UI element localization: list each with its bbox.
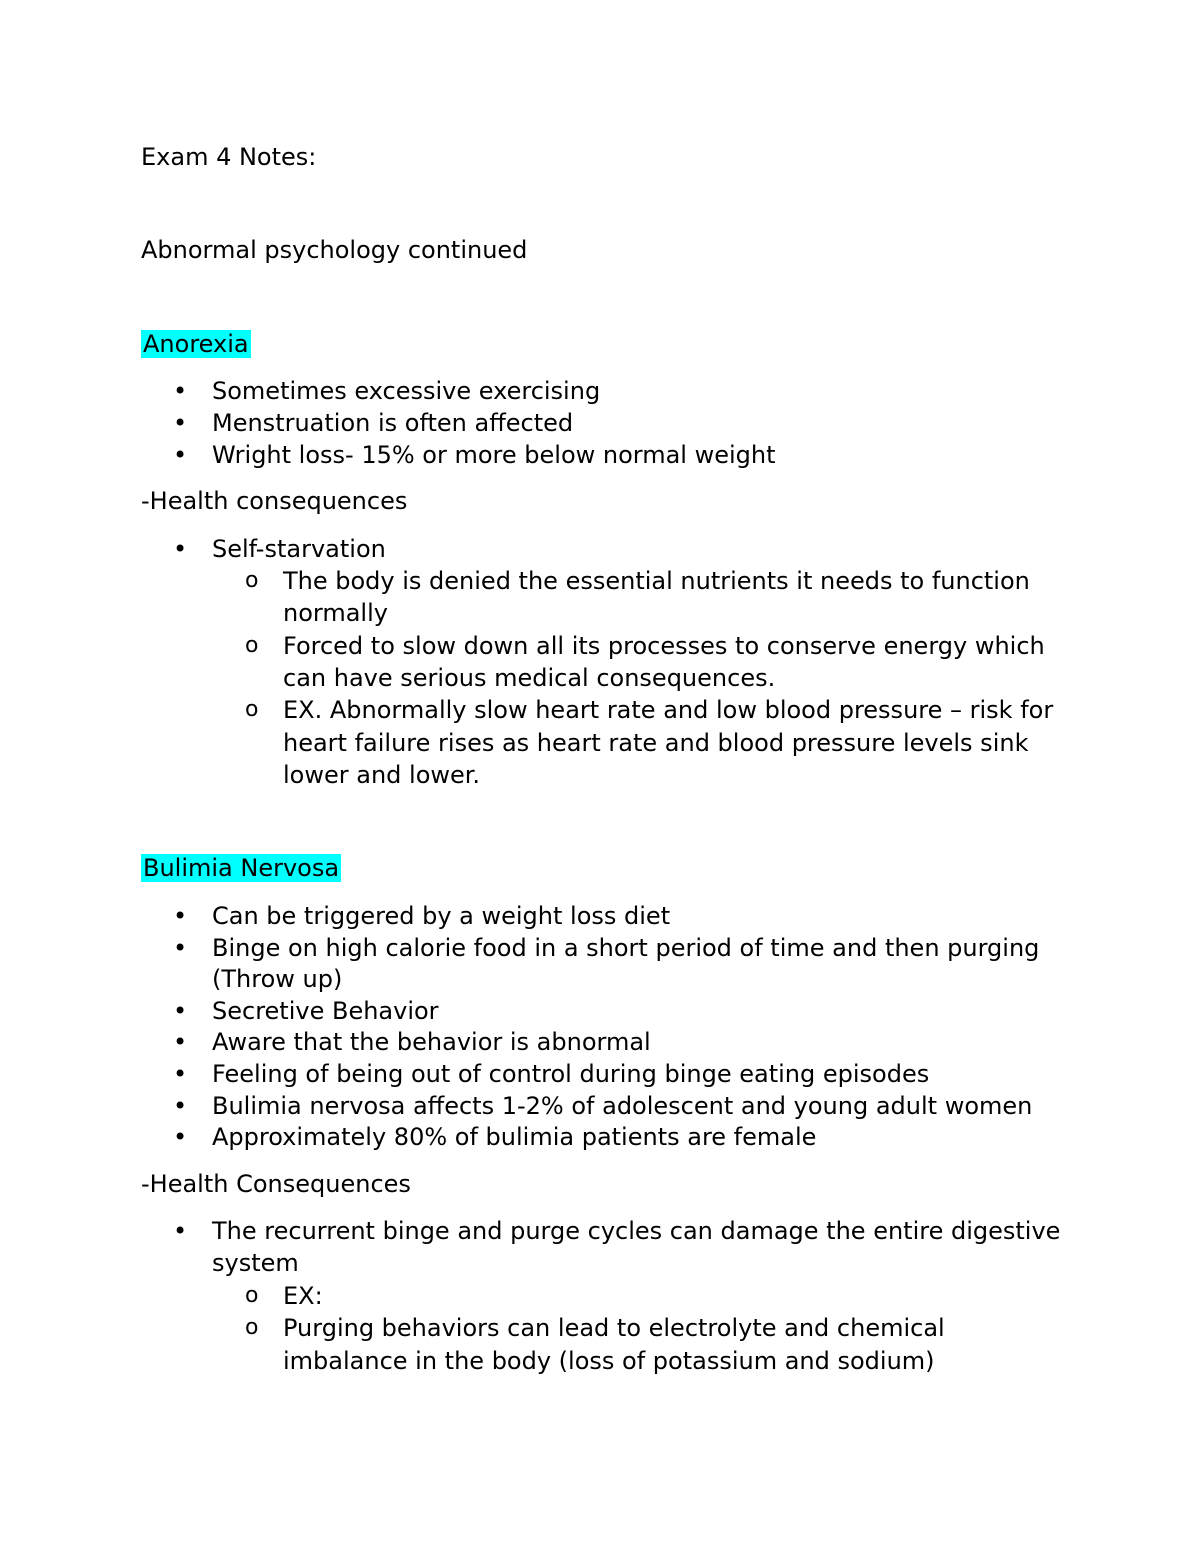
highlighted-heading: Bulimia Nervosa [143, 854, 340, 882]
list-item-text: Sometimes excessive exercising [212, 377, 601, 405]
bullet-icon: • [173, 1123, 188, 1151]
sub-item-line: normally [283, 599, 388, 627]
bullet-icon: • [173, 1028, 188, 1056]
circle-bullet-icon: o [245, 1315, 259, 1340]
list-item-text: Approximately 80% of bulimia patients are female [212, 1123, 817, 1151]
bullet-icon: • [173, 441, 188, 469]
circle-bullet-icon: o [245, 1283, 259, 1308]
sub-item-line: Forced to slow down all its processes to conserve energy which [283, 632, 1045, 660]
sub-item-line: lower and lower. [283, 761, 481, 789]
sub-item-line: can have serious medical consequences. [283, 664, 776, 692]
sub-item-line: heart failure rises as heart rate and blood pressure levels sink [283, 729, 1029, 757]
bullet-icon: • [173, 1217, 188, 1245]
sub-item-line: Purging behaviors can lead to electrolyte and chemical [283, 1314, 945, 1342]
list-item-text: Self-starvation [212, 535, 386, 563]
sub-item-line: EX. Abnormally slow heart rate and low blood pressure – risk for [283, 696, 1054, 724]
bullet-icon: • [173, 377, 188, 405]
list-item-text: Aware that the behavior is abnormal [212, 1028, 651, 1056]
list-item-text: Binge on high calorie food in a short period of time and then purging [212, 934, 1040, 962]
list-item-text: Can be triggered by a weight loss diet [212, 902, 671, 930]
bullet-icon: • [173, 1092, 188, 1120]
sub-item-line: EX: [283, 1282, 323, 1310]
bullet-icon: • [173, 934, 188, 962]
circle-bullet-icon: o [245, 568, 259, 593]
list-item-text: Secretive Behavior [212, 997, 439, 1025]
list-item-text: Menstruation is often affected [212, 409, 574, 437]
document-title: Exam 4 Notes: [141, 143, 317, 171]
sub-item-line: imbalance in the body (loss of potassium and sodium) [283, 1347, 935, 1375]
bullet-icon: • [173, 997, 188, 1025]
highlighted-heading: Anorexia [143, 330, 249, 358]
list-item-text: (Throw up) [212, 965, 343, 993]
list-item-text: Feeling of being out of control during binge eating episodes [212, 1060, 930, 1088]
bullet-icon: • [173, 1060, 188, 1088]
health-consequences-heading: -Health consequences [141, 487, 408, 515]
bullet-icon: • [173, 409, 188, 437]
circle-bullet-icon: o [245, 633, 259, 658]
list-item-text: system [212, 1249, 299, 1277]
circle-bullet-icon: o [245, 697, 259, 722]
list-item-text: Bulimia nervosa affects 1-2% of adolescent and young adult women [212, 1092, 1033, 1120]
section-heading-bulimia [141, 853, 341, 883]
bullet-icon: • [173, 902, 188, 930]
health-consequences-heading: -Health Consequences [141, 1170, 411, 1198]
list-item-text: Wright loss- 15% or more below normal weight [212, 441, 776, 469]
document-subtitle: Abnormal psychology continued [141, 236, 528, 264]
section-heading-anorexia [141, 329, 251, 359]
sub-item-line: The body is denied the essential nutrients it needs to function [283, 567, 1030, 595]
bullet-icon: • [173, 535, 188, 563]
list-item-text: The recurrent binge and purge cycles can damage the entire digestive [212, 1217, 1061, 1245]
